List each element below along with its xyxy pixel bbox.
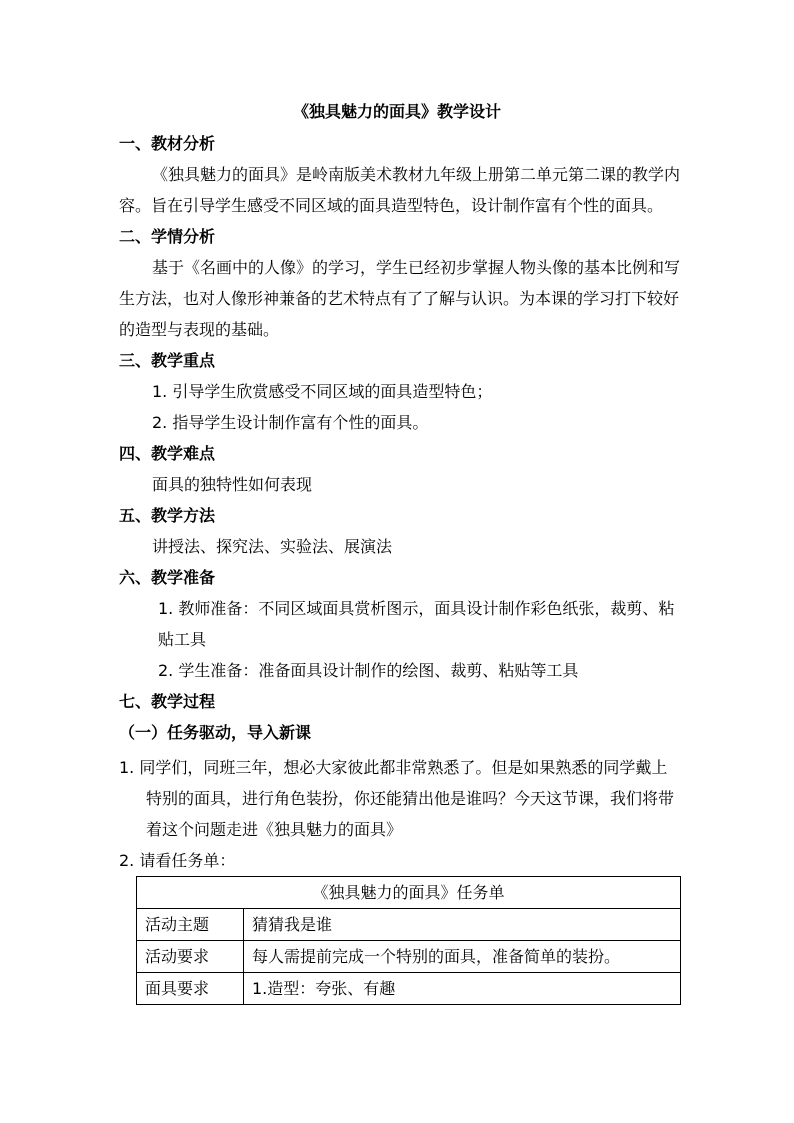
paragraph-line: 基于《名画中的人像》的学习，学生已经初步掌握人物头像的基本比例和写 bbox=[152, 258, 681, 277]
section-heading-5: 五、教学方法 bbox=[119, 506, 216, 525]
table-cell-label: 活动主题 bbox=[137, 909, 244, 941]
list-item: 1. 教师准备：不同区域面具赏析图示，面具设计制作彩色纸张，裁剪、粘 bbox=[158, 599, 675, 618]
section-heading-4: 四、教学难点 bbox=[119, 444, 216, 463]
table-cell-value: 1.造型：夸张、有趣 bbox=[244, 973, 681, 1005]
sub-heading: （一）任务驱动，导入新课 bbox=[119, 723, 312, 742]
table-row bbox=[137, 941, 681, 973]
table-cell-value: 每人需提前完成一个特别的面具，准备简单的装扮。 bbox=[244, 941, 681, 973]
table-row bbox=[137, 909, 681, 941]
paragraph-line: 面具的独特性如何表现 bbox=[152, 475, 313, 494]
section-heading-3: 三、教学重点 bbox=[119, 351, 216, 370]
list-item-continuation: 特别的面具，进行角色装扮，你还能猜出他是谁吗？今天这节课，我们将带 bbox=[146, 789, 675, 808]
list-item-continuation: 着这个问题走进《独具魅力的面具》 bbox=[146, 820, 403, 839]
table-cell-label: 面具要求 bbox=[137, 973, 244, 1005]
section-heading-7: 七、教学过程 bbox=[119, 692, 216, 711]
section-heading-6: 六、教学准备 bbox=[119, 568, 216, 587]
paragraph-line: 容。旨在引导学生感受不同区域的面具造型特色，设计制作富有个性的面具。 bbox=[119, 196, 664, 215]
table-row bbox=[137, 973, 681, 1005]
paragraph-line: 生方法，也对人像形神兼备的艺术特点有了了解与认识。为本课的学习打下较好 bbox=[119, 289, 680, 308]
task-table bbox=[136, 876, 681, 1005]
table-title-row bbox=[137, 877, 681, 909]
table-cell-label: 活动要求 bbox=[137, 941, 244, 973]
paragraph-line: 讲授法、探究法、实验法、展演法 bbox=[152, 537, 393, 556]
list-item-continuation: 贴工具 bbox=[158, 630, 207, 649]
paragraph-line: 《独具魅力的面具》是岭南版美术教材九年级上册第二单元第二课的教学内 bbox=[152, 165, 681, 184]
list-item: 2. 指导学生设计制作富有个性的面具。 bbox=[152, 413, 429, 432]
paragraph-line: 的造型与表现的基础。 bbox=[119, 320, 280, 339]
page-title: 《独具魅力的面具》教学设计 bbox=[292, 102, 501, 121]
list-item: 2. 请看任务单： bbox=[119, 851, 236, 870]
list-item: 1. 引导学生欣赏感受不同区域的面具造型特色； bbox=[152, 382, 493, 401]
table-title: 《独具魅力的面具》任务单 bbox=[137, 877, 681, 909]
list-item: 1. 同学们，同班三年，想必大家彼此都非常熟悉了。但是如果熟悉的同学戴上 bbox=[119, 758, 668, 777]
list-item: 2. 学生准备：准备面具设计制作的绘图、裁剪、粘贴等工具 bbox=[158, 661, 579, 680]
section-heading-2: 二、学情分析 bbox=[119, 227, 216, 246]
table-cell-value: 猜猜我是谁 bbox=[244, 909, 681, 941]
section-heading-1: 一、教材分析 bbox=[119, 134, 216, 153]
